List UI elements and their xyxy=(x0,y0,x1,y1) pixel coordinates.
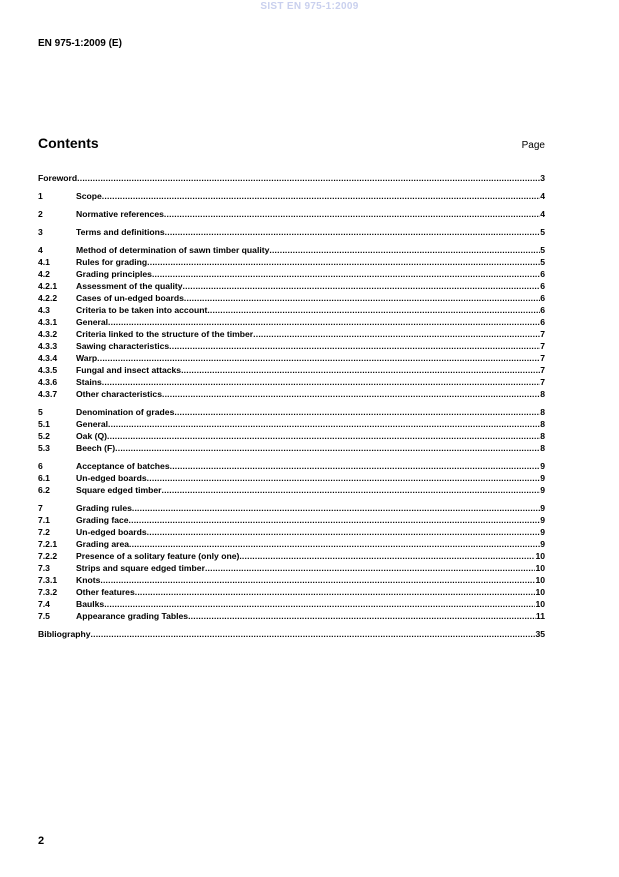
page-number: 2 xyxy=(38,835,45,847)
toc-entry-page: 5 xyxy=(540,227,545,237)
toc-entry-page: 9 xyxy=(540,485,545,495)
toc-entry-number: 3 xyxy=(38,227,43,237)
toc-entry-title: General xyxy=(76,419,109,429)
toc-entry[interactable] xyxy=(38,316,545,328)
toc-entry-page: 7 xyxy=(540,341,545,351)
toc-entry-number: 7.2 xyxy=(38,527,50,537)
toc-entry-title: Grading rules xyxy=(76,503,132,513)
toc-entry-title: Un-edged boards xyxy=(76,473,147,483)
toc-entry-page: 10 xyxy=(535,587,545,597)
toc-entry[interactable] xyxy=(38,376,545,388)
toc-entry[interactable] xyxy=(38,586,545,598)
toc-entry-page: 10 xyxy=(535,551,545,561)
toc-entry-page: 11 xyxy=(535,611,545,621)
toc-entry[interactable] xyxy=(38,352,545,364)
toc-entry-number: 7.4 xyxy=(38,599,50,609)
toc-entry[interactable] xyxy=(38,628,545,640)
toc-leader-dots xyxy=(174,406,540,418)
toc-entry-page: 4 xyxy=(540,191,545,201)
toc-entry-number: 4.1 xyxy=(38,257,50,267)
toc-leader-dots xyxy=(147,256,540,268)
toc-entry-title: Grading area xyxy=(76,539,130,549)
contents-title: Contents xyxy=(38,135,99,151)
toc-entry-number: 4.3.7 xyxy=(38,389,58,399)
toc-leader-dots xyxy=(97,352,540,364)
toc-entry-page: 9 xyxy=(540,473,545,483)
toc-entry-page: 5 xyxy=(540,257,545,267)
toc-entry-title: Presence of a solitary feature (only one) xyxy=(76,551,240,561)
toc-entry[interactable] xyxy=(38,328,545,340)
toc-entry-title: Oak (Q) xyxy=(76,431,108,441)
toc-entry-page: 7 xyxy=(540,353,545,363)
toc-entry-page: 5 xyxy=(540,245,545,255)
toc-entry[interactable] xyxy=(38,244,545,256)
table-of-contents xyxy=(38,172,545,640)
toc-entry[interactable] xyxy=(38,562,545,574)
toc-entry-page: 8 xyxy=(540,419,545,429)
toc-leader-dots xyxy=(147,472,541,484)
toc-entry[interactable] xyxy=(38,388,545,400)
toc-entry[interactable] xyxy=(38,574,545,586)
toc-entry-page: 7 xyxy=(540,329,545,339)
toc-entry-title: Terms and definitions xyxy=(76,227,165,237)
toc-leader-dots xyxy=(205,562,536,574)
toc-entry[interactable] xyxy=(38,610,545,622)
toc-entry-number: 7.3 xyxy=(38,563,50,573)
toc-entry[interactable] xyxy=(38,406,545,418)
toc-entry-number: 4.3.3 xyxy=(38,341,58,351)
toc-leader-dots xyxy=(129,538,540,550)
toc-entry-title: Strips and square edged timber xyxy=(76,563,205,573)
toc-entry-page: 10 xyxy=(535,575,545,585)
toc-entry-number: 4.3.4 xyxy=(38,353,58,363)
toc-entry-number: 6.1 xyxy=(38,473,50,483)
toc-entry-number: 4.3.2 xyxy=(38,329,58,339)
toc-entry-number: 7.3.2 xyxy=(38,587,58,597)
toc-entry-page: 3 xyxy=(540,173,545,183)
toc-leader-dots xyxy=(102,376,540,388)
toc-entry-page: 35 xyxy=(535,629,545,639)
toc-entry[interactable] xyxy=(38,340,545,352)
toc-entry-page: 9 xyxy=(540,461,545,471)
toc-leader-dots xyxy=(239,550,535,562)
toc-leader-dots xyxy=(207,304,540,316)
toc-leader-dots xyxy=(170,460,541,472)
toc-leader-dots xyxy=(162,388,540,400)
toc-entry-title: Rules for grading xyxy=(76,257,148,267)
toc-entry-title: Knots xyxy=(76,575,101,585)
toc-entry-number: 7.5 xyxy=(38,611,50,621)
toc-entry[interactable] xyxy=(38,598,545,610)
toc-entry-number: 6 xyxy=(38,461,43,471)
toc-entry[interactable] xyxy=(38,256,545,268)
toc-entry-number: 4.3.6 xyxy=(38,377,58,387)
toc-entry-page: 6 xyxy=(540,269,545,279)
toc-entry-title: Beech (F) xyxy=(76,443,116,453)
toc-entry[interactable] xyxy=(38,268,545,280)
toc-entry-title: Scope xyxy=(76,191,102,201)
toc-entry[interactable] xyxy=(38,304,545,316)
toc-entry-page: 8 xyxy=(540,389,545,399)
toc-entry[interactable] xyxy=(38,472,545,484)
toc-entry-page: 10 xyxy=(535,599,545,609)
toc-leader-dots xyxy=(181,364,540,376)
toc-leader-dots xyxy=(165,226,541,238)
toc-entry-number: 4.2.1 xyxy=(38,281,58,291)
watermark: SIST EN 975-1:2009 xyxy=(260,1,359,12)
toc-entry-number: 4.2 xyxy=(38,269,50,279)
toc-entry-title: Criteria to be taken into account xyxy=(76,305,208,315)
toc-entry-title: Grading face xyxy=(76,515,129,525)
toc-leader-dots xyxy=(91,628,536,640)
toc-entry-title: Appearance grading Tables xyxy=(76,611,189,621)
page-column-label: Page xyxy=(521,140,545,151)
toc-entry-number: 4.3.1 xyxy=(38,317,58,327)
toc-entry-number: 7.1 xyxy=(38,515,50,525)
toc-entry[interactable] xyxy=(38,538,545,550)
toc-entry-page: 6 xyxy=(540,293,545,303)
toc-entry-page: 6 xyxy=(540,305,545,315)
toc-entry-page: 10 xyxy=(535,563,545,573)
toc-entry-number: 1 xyxy=(38,191,43,201)
toc-entry-title: Un-edged boards xyxy=(76,527,147,537)
toc-entry-number: 7.2.1 xyxy=(38,539,58,549)
toc-entry[interactable] xyxy=(38,364,545,376)
toc-entry[interactable] xyxy=(38,526,545,538)
toc-entry-number: 4.3 xyxy=(38,305,50,315)
toc-leader-dots xyxy=(100,574,535,586)
toc-entry-number: 5.3 xyxy=(38,443,50,453)
toc-entry-number: 7 xyxy=(38,503,43,513)
toc-leader-dots xyxy=(104,598,535,610)
toc-entry-page: 6 xyxy=(540,281,545,291)
toc-entry-title: Method of determination of sawn timber quality xyxy=(76,245,270,255)
toc-leader-dots xyxy=(253,328,540,340)
toc-entry[interactable] xyxy=(38,208,545,220)
toc-entry[interactable] xyxy=(38,190,545,202)
toc-leader-dots xyxy=(107,430,540,442)
toc-entry[interactable] xyxy=(38,418,545,430)
toc-leader-dots xyxy=(129,514,541,526)
toc-leader-dots xyxy=(102,190,540,202)
toc-entry-title: Other characteristics xyxy=(76,389,162,399)
toc-entry-title: Foreword xyxy=(38,173,78,183)
toc-entry-page: 8 xyxy=(540,431,545,441)
toc-entry-title: Fungal and insect attacks xyxy=(76,365,182,375)
toc-entry-number: 5.2 xyxy=(38,431,50,441)
toc-leader-dots xyxy=(164,208,540,220)
toc-entry-number: 7.3.1 xyxy=(38,575,58,585)
toc-entry[interactable] xyxy=(38,292,545,304)
toc-entry-number: 4 xyxy=(38,245,43,255)
toc-entry-title: Sawing characteristics xyxy=(76,341,170,351)
toc-entry-title: Square edged timber xyxy=(76,485,162,495)
toc-entry[interactable] xyxy=(38,226,545,238)
toc-entry-title: Stains xyxy=(76,377,102,387)
toc-entry-page: 7 xyxy=(540,377,545,387)
toc-entry-title: Other features xyxy=(76,587,135,597)
toc-entry-title: Cases of un-edged boards xyxy=(76,293,184,303)
toc-leader-dots xyxy=(169,340,540,352)
toc-leader-dots xyxy=(147,526,541,538)
toc-entry-title: Assessment of the quality xyxy=(76,281,183,291)
toc-leader-dots xyxy=(152,268,540,280)
toc-entry[interactable] xyxy=(38,550,545,562)
toc-entry[interactable] xyxy=(38,502,545,514)
toc-leader-dots xyxy=(132,502,540,514)
toc-leader-dots xyxy=(108,316,540,328)
toc-leader-dots xyxy=(188,610,536,622)
toc-entry-page: 9 xyxy=(540,503,545,513)
toc-entry-number: 6.2 xyxy=(38,485,50,495)
toc-entry-page: 8 xyxy=(540,443,545,453)
toc-entry[interactable] xyxy=(38,172,545,184)
toc-leader-dots xyxy=(161,484,540,496)
toc-entry-page: 4 xyxy=(540,209,545,219)
toc-entry-number: 2 xyxy=(38,209,43,219)
toc-entry-title: General xyxy=(76,317,109,327)
toc-entry-number: 7.2.2 xyxy=(38,551,58,561)
toc-entry-page: 9 xyxy=(540,527,545,537)
toc-entry-title: Normative references xyxy=(76,209,164,219)
toc-entry-page: 6 xyxy=(540,317,545,327)
toc-leader-dots xyxy=(184,292,540,304)
toc-entry[interactable] xyxy=(38,442,545,454)
toc-entry-title: Baulks xyxy=(76,599,105,609)
toc-entry-title: Denomination of grades xyxy=(76,407,175,417)
toc-entry-page: 8 xyxy=(540,407,545,417)
toc-entry-page: 9 xyxy=(540,515,545,525)
toc-entry-title: Bibliography xyxy=(38,629,91,639)
toc-entry-page: 9 xyxy=(540,539,545,549)
toc-leader-dots xyxy=(108,418,540,430)
toc-leader-dots xyxy=(115,442,540,454)
toc-leader-dots xyxy=(135,586,536,598)
toc-entry[interactable] xyxy=(38,460,545,472)
toc-entry-number: 4.3.5 xyxy=(38,365,58,375)
toc-entry[interactable] xyxy=(38,280,545,292)
toc-leader-dots xyxy=(183,280,541,292)
toc-entry-title: Criteria linked to the structure of the timber xyxy=(76,329,254,339)
toc-entry[interactable] xyxy=(38,514,545,526)
toc-leader-dots xyxy=(269,244,540,256)
toc-entry-title: Grading principles xyxy=(76,269,152,279)
document-id: EN 975-1:2009 (E) xyxy=(38,38,122,49)
toc-entry-page: 7 xyxy=(540,365,545,375)
toc-entry[interactable] xyxy=(38,484,545,496)
toc-leader-dots xyxy=(77,172,540,184)
toc-entry-number: 4.2.2 xyxy=(38,293,58,303)
toc-entry-title: Acceptance of batches xyxy=(76,461,170,471)
toc-entry-title: Warp xyxy=(76,353,98,363)
toc-entry-number: 5.1 xyxy=(38,419,50,429)
toc-entry[interactable] xyxy=(38,430,545,442)
toc-entry-number: 5 xyxy=(38,407,43,417)
